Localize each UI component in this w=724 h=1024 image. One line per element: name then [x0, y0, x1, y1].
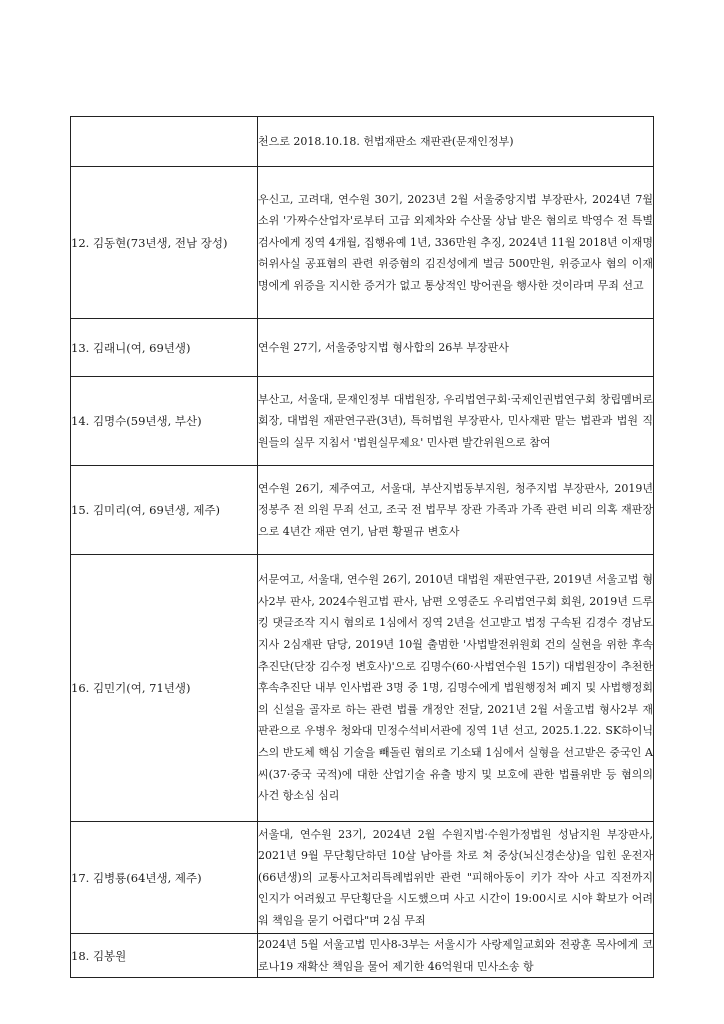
table-row: [71, 466, 654, 555]
row-name-cell: 17. 김병룡(64년생, 제주): [71, 822, 258, 934]
row-desc-cell: 부산고, 서울대, 문재인정부 대법원장, 우리법연구회·국제인권법연구회 창립멤버로 회장, 대법원 재판연구관(3년), 특허법원 부장판사, 민사재판 맡는 법관과 법원 직원들의 실무 지침서 '법원실무제요' 민사편 발간위원으로 참여: [258, 377, 654, 466]
row-desc-cell: 연수원 27기, 서울중앙지법 형사합의 26부 부장판사: [258, 319, 654, 377]
row-name-cell: 13. 김래니(여, 69년생): [71, 319, 258, 377]
row-desc-cell: 서울대, 연수원 23기, 2024년 2월 수원지법·수원가정법원 성남지원 부장판사, 2021년 9월 무단횡단하던 10살 남아를 차로 쳐 중상(뇌신경손상)을 입힌 운전자(66년생)의 교통사고처리특례법위반 관련 "피해아동이 키가 작아 사고 직전까지 인지가 어려웠고 무단횡단을 시도했으며 사고 시간이 19:00시로 시야 확보가 어려워 책임을 묻기 어렵다"며 2심 무죄: [258, 822, 654, 934]
table-row: [71, 555, 654, 822]
row-name-cell: 18. 김봉원: [71, 934, 258, 978]
row-desc-cell: 우신고, 고려대, 연수원 30기, 2023년 2월 서울중앙지법 부장판사, 2024년 7월 소위 '가짜수산업자'로부터 고급 외제차와 수산물 상납 받은 혐의로 박영수 전 특별검사에게 징역 4개월, 집행유예 1년, 336만원 추징, 2024년 11월 2018년 이재명 허위사실 공표혐의 관련 위증혐의 김진성에게 벌금 500만원, 위증교사 혐의 이재명에게 위증을 지시한 증거가 없고 통상적인 방어권을 행사한 것이라며 무죄 선고: [258, 167, 654, 319]
row-name-cell: 15. 김미리(여, 69년생, 제주): [71, 466, 258, 555]
table-row: [71, 822, 654, 934]
row-name-cell: 16. 김민기(여, 71년생): [71, 555, 258, 822]
row-desc-cell: 서문여고, 서울대, 연수원 26기, 2010년 대법원 재판연구관, 2019년 서울고법 형사2부 판사, 2024수원고법 판사, 남편 오영준도 우리법연구회 회원, 2019년 드루킹 댓글조작 지시 혐의로 1심에서 징역 2년을 선고받고 법정 구속된 김경수 경남도지사 2심재판 담당, 2019년 10월 출범한 '사법발전위원회 건의 실현을 위한 후속추진단(단장 김수정 변호사)'으로 김명수(60·사법연수원 15기) 대법원장이 추천한 후속추진단 내부 인사법관 3명 중 1명, 김명수에게 법원행정처 폐지 및 사법행정회의 신설을 골자로 하는 관련 법률 개정안 전달, 2021년 2월 서울고법 형사2부 재판관으로 우병우 청와대 민정수석비서관에 징역 1년 선고, 2025.1.22. SK하이닉스의 반도체 핵심 기술을 빼돌린 혐의로 기소돼 1심에서 실형을 선고받은 중국인 A씨(37·중국 국적)에 대한 산업기술 유출 방지 및 보호에 관한 법률위반 등 혐의의 사건 항소심 심리: [258, 555, 654, 822]
table-row: [71, 934, 654, 978]
row-name-cell: 14. 김명수(59년생, 부산): [71, 377, 258, 466]
row-desc-cell: 천으로 2018.10.18. 헌법재판소 재판관(문재인정부): [258, 117, 654, 167]
row-name-cell: [71, 117, 258, 167]
table-row: [71, 167, 654, 319]
table-row: [71, 377, 654, 466]
table-row: [71, 117, 654, 167]
row-name-cell: 12. 김동현(73년생, 전남 장성): [71, 167, 258, 319]
table-row: [71, 319, 654, 377]
row-desc-cell: 연수원 26기, 제주여고, 서울대, 부산지법동부지원, 청주지법 부장판사, 2019년 정봉주 전 의원 무죄 선고, 조국 전 법무부 장관 가족과 가족 관련 비리 의혹 재판장으로 4년간 재판 연기, 남편 황필규 변호사: [258, 466, 654, 555]
judge-profile-table: [70, 116, 654, 978]
row-desc-cell: 2024년 5월 서울고법 민사8-3부는 서울시가 사랑제일교회와 전광훈 목사에게 코로나19 재확산 책임을 물어 제기한 46억원대 민사소송 항: [258, 934, 654, 978]
